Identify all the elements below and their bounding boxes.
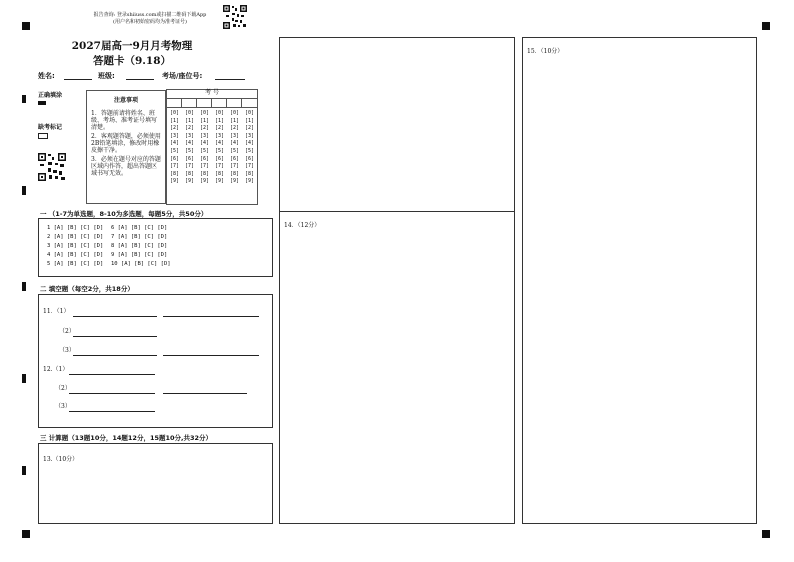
q14-label: 14．（12分） — [284, 222, 321, 229]
timing-mark — [22, 95, 26, 103]
notice-box — [86, 90, 166, 204]
q12-2-label: （2） — [55, 385, 71, 392]
middle-top-answer-box[interactable] — [279, 37, 515, 212]
notice-title: 注意事项 — [113, 97, 138, 104]
exam-number-input-row[interactable] — [167, 99, 257, 108]
exam-number-bubble[interactable]: [2] — [214, 125, 225, 132]
exam-number-bubble[interactable]: [2] — [199, 125, 210, 132]
notice-item: 3．必须在题号对应的答题区域内作答，超出答题区域书写无效。 — [91, 156, 161, 177]
q14-answer-box[interactable] — [279, 211, 515, 524]
class-field[interactable] — [126, 72, 154, 80]
exam-number-bubble[interactable]: [4] — [229, 140, 240, 147]
exam-number-bubble[interactable]: [9] — [229, 178, 240, 185]
q13-answer-box[interactable] — [38, 443, 273, 524]
exam-number-bubble[interactable]: [4] — [199, 140, 210, 147]
exam-number-bubble[interactable]: [0] — [244, 110, 255, 116]
exam-number-bubble[interactable]: [6] — [184, 155, 195, 162]
exam-number-bubble[interactable]: [6] — [169, 155, 180, 162]
choice-row[interactable]: 3 [A] [B] [C] [D] — [47, 243, 104, 249]
exam-number-bubble[interactable]: [4] — [214, 140, 225, 147]
q12-2-blank-a[interactable] — [69, 386, 155, 394]
exam-number-bubble[interactable]: [4] — [244, 140, 255, 147]
exam-number-bubble-column[interactable] — [228, 110, 242, 186]
exam-number-bubble-column[interactable] — [168, 110, 182, 186]
exam-number-bubble[interactable]: [4] — [184, 140, 195, 147]
exam-number-bubble[interactable]: [7] — [199, 163, 210, 170]
q11-3-blank-b[interactable] — [163, 348, 259, 356]
exam-number-write-cell[interactable] — [197, 99, 212, 107]
exam-number-bubble-column[interactable] — [198, 110, 212, 186]
exam-number-bubble[interactable]: [7] — [184, 163, 195, 170]
name-label: 姓名: — [38, 72, 55, 80]
notice-item: 1．答题前请将姓名、班级、考场、准考证号填写清楚。 — [91, 110, 158, 131]
q11-2-label: （2） — [59, 328, 75, 335]
exam-number-bubble[interactable]: [0] — [199, 110, 210, 116]
timing-mark — [22, 530, 30, 538]
report-query-note-2: (用户名和初始密码均为准考证号) — [113, 19, 187, 25]
section3-title: 三 计算题（13题10分，14题12分，15题10分,共32分） — [40, 434, 213, 442]
exam-number-bubble[interactable]: [1] — [214, 117, 225, 124]
section1-answer-box — [38, 218, 273, 277]
exam-number-bubble[interactable]: [1] — [169, 117, 180, 124]
correct-fill-sample — [38, 101, 46, 105]
exam-number-bubble[interactable]: [0] — [229, 110, 240, 116]
section2-title: 二 填空题（每空2分，共18分） — [40, 285, 134, 293]
exam-number-bubble[interactable]: [7] — [244, 163, 255, 170]
exam-number-bubble[interactable]: [9] — [214, 178, 225, 185]
exam-number-bubble[interactable]: [8] — [169, 170, 180, 177]
exam-number-bubble[interactable]: [8] — [244, 170, 255, 177]
exam-number-bubble[interactable]: [9] — [184, 178, 195, 185]
exam-number-bubble[interactable]: [0] — [214, 110, 225, 116]
exam-number-bubble[interactable]: [8] — [184, 170, 195, 177]
choice-row[interactable]: 2 [A] [B] [C] [D] — [47, 234, 104, 240]
exam-number-bubble[interactable]: [4] — [169, 140, 180, 147]
exam-number-bubble[interactable]: [1] — [199, 117, 210, 124]
timing-mark — [22, 282, 26, 291]
exam-number-write-cell[interactable] — [242, 99, 257, 107]
exam-number-bubble[interactable]: [6] — [199, 155, 210, 162]
notice-item: 2．客观题答题，必须使用2B铅笔填涂，修改时用橡皮擦干净。 — [91, 133, 161, 154]
exam-number-bubble[interactable]: [7] — [169, 163, 180, 170]
q12-1-blank[interactable] — [69, 367, 155, 375]
section2-answer-box — [38, 294, 273, 428]
exam-number-bubble[interactable]: [3] — [184, 132, 195, 139]
page-title: 2027届高一9月月考物理 — [71, 40, 193, 52]
exam-number-grid — [166, 89, 258, 205]
exam-number-bubble[interactable]: [5] — [229, 147, 240, 154]
choice-row[interactable]: 8 [A] [B] [C] [D] — [111, 243, 168, 249]
q15-label: 15．（10分） — [527, 48, 564, 55]
q11-3-label: （3） — [59, 347, 75, 354]
report-query-note: 报告查询: 登录shiiuss.com或扫描二维码下载App — [93, 12, 207, 18]
choice-row[interactable]: 10 [A] [B] [C] [D] — [111, 261, 171, 267]
exam-number-bubble[interactable]: [8] — [199, 170, 210, 177]
exam-number-write-cell[interactable] — [167, 99, 182, 107]
exam-number-bubble[interactable]: [3] — [214, 132, 225, 139]
qr-code-student — [38, 153, 66, 181]
choice-row[interactable]: 1 [A] [B] [C] [D] — [47, 225, 104, 231]
timing-mark — [22, 466, 26, 475]
exam-number-write-cell[interactable] — [227, 99, 242, 107]
exam-number-bubble[interactable]: [3] — [169, 132, 180, 139]
timing-mark — [22, 374, 26, 383]
exam-number-bubble[interactable]: [2] — [169, 125, 180, 132]
timing-mark — [762, 22, 770, 30]
exam-number-bubble[interactable]: [9] — [244, 178, 255, 185]
q11-label: 11．（1） — [43, 308, 70, 315]
q11-1-blank-a[interactable] — [73, 309, 157, 317]
correct-fill-label: 正确填涂 — [38, 92, 63, 99]
q11-3-blank-a[interactable] — [73, 348, 157, 356]
exam-number-bubble[interactable]: [7] — [214, 163, 225, 170]
absent-mark-label: 缺考标记 — [38, 124, 63, 131]
exam-number-bubble[interactable]: [8] — [229, 170, 240, 177]
timing-mark — [22, 186, 26, 195]
exam-number-bubble[interactable]: [9] — [199, 178, 210, 185]
exam-number-bubble[interactable]: [5] — [169, 147, 180, 154]
room-seat-label: 考场/座位号: — [162, 72, 203, 80]
exam-number-bubble[interactable]: [7] — [229, 163, 240, 170]
section1-title: 一 （1-7为单选题，8-10为多选题，每题5分，共50分） — [40, 210, 208, 218]
q12-3-label: （3） — [55, 403, 71, 410]
name-field[interactable] — [64, 72, 92, 80]
q11-1-blank-b[interactable] — [163, 309, 259, 317]
timing-mark — [762, 530, 770, 538]
exam-number-bubble[interactable]: [2] — [244, 125, 255, 132]
exam-number-bubble[interactable]: [6] — [244, 155, 255, 162]
exam-number-bubble[interactable]: [2] — [184, 125, 195, 132]
exam-number-bubble[interactable]: [1] — [244, 117, 255, 124]
exam-number-write-cell[interactable] — [212, 99, 227, 107]
q11-2-blank[interactable] — [73, 329, 157, 337]
absent-mark-checkbox[interactable] — [38, 133, 48, 139]
exam-number-write-cell[interactable] — [182, 99, 197, 107]
exam-number-bubble[interactable]: [5] — [244, 147, 255, 154]
exam-number-bubble[interactable]: [8] — [214, 170, 225, 177]
room-seat-field[interactable] — [215, 72, 245, 80]
exam-number-header: 考 号 — [167, 90, 257, 99]
exam-number-bubble[interactable]: [1] — [184, 117, 195, 124]
exam-number-bubble-column[interactable] — [243, 110, 257, 186]
exam-number-bubble[interactable]: [0] — [184, 110, 195, 116]
choice-row[interactable]: 6 [A] [B] [C] [D] — [111, 225, 168, 231]
exam-number-bubble[interactable]: [3] — [229, 132, 240, 139]
exam-number-bubble[interactable]: [9] — [169, 178, 180, 185]
choice-row[interactable]: 7 [A] [B] [C] [D] — [111, 234, 168, 240]
exam-number-bubble[interactable]: [6] — [229, 155, 240, 162]
exam-number-bubble[interactable]: [3] — [244, 132, 255, 139]
q13-label: 13.（10分） — [43, 456, 79, 463]
exam-number-bubble-column[interactable] — [213, 110, 227, 186]
class-label: 班级: — [98, 72, 115, 80]
exam-number-bubble[interactable]: [5] — [214, 147, 225, 154]
q15-answer-box[interactable] — [522, 37, 757, 524]
q12-3-blank[interactable] — [69, 404, 155, 412]
exam-number-bubble[interactable]: [3] — [199, 132, 210, 139]
exam-number-bubble[interactable]: [1] — [229, 117, 240, 124]
timing-mark — [22, 22, 30, 30]
qr-code-header — [223, 5, 247, 29]
choice-row[interactable]: 5 [A] [B] [C] [D] — [47, 261, 104, 267]
q12-label: 12.（1） — [43, 366, 69, 373]
exam-number-bubble[interactable]: [5] — [199, 147, 210, 154]
choice-row[interactable]: 9 [A] [B] [C] [D] — [111, 252, 168, 258]
exam-number-bubble[interactable]: [5] — [184, 147, 195, 154]
exam-number-bubble[interactable]: [0] — [169, 110, 180, 116]
q12-2-blank-b[interactable] — [163, 386, 247, 394]
exam-number-bubble-column[interactable] — [183, 110, 197, 186]
page-subtitle: 答题卡（9.18） — [92, 55, 172, 67]
exam-number-bubble[interactable]: [6] — [214, 155, 225, 162]
choice-row[interactable]: 4 [A] [B] [C] [D] — [47, 252, 104, 258]
exam-number-bubble[interactable]: [2] — [229, 125, 240, 132]
